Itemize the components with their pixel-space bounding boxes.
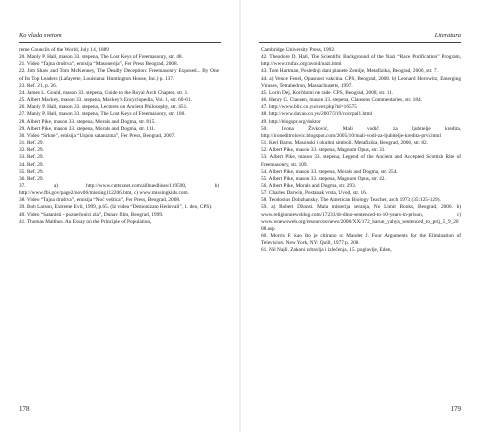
endnote-entry: 34. Ref. 29. [19, 161, 44, 168]
endnote-entry: 24. James L. Gould, mason 33. stepena, Guide to the Royal Arch Chapter, str. 1. [19, 89, 189, 96]
endnote-entry: 28. Albert Pike, mason 33. stepena, Morals and Dogma, str. 815. [19, 118, 156, 125]
endnote-entry: 35. Ref. 29. [19, 168, 44, 175]
page-number-left: 178 [19, 405, 30, 413]
endnote-entry: 50. Ivona Živković, Mali vodič za ljubitelje kredita, http://ironeditrolovic.blogspot.com/2005/10/mali-vodi-za-ljubitelje-kredita-prvi.html [261, 125, 461, 139]
endnote-entry: 31. Ref. 29. [19, 140, 44, 147]
endnote-entry: 40. Video “Satanisti - poznečonici zla”, Dunav film, Beograd, 1999. [19, 211, 164, 218]
header-rule-right [259, 42, 461, 43]
running-head-left: Ko vlada svetom [19, 32, 62, 39]
endnote-entry: 43. Tom Hartman, Poslednji dani planete Zemlje, Metafizika, Beograd, 2006, str. 7. [261, 68, 438, 75]
endnotes-list-right [261, 47, 461, 255]
running-head-right: Literatura [434, 32, 461, 39]
endnote-entry: 38. Video “Tajna društva”, emisija “Noć veštica”, Fer Press, Beograd, 2008. [19, 197, 181, 204]
endnote-entry: 41. Thomas Malthus. An Essay on the Principle of Population, [19, 218, 152, 225]
endnote-entry: 39. Bob Larson, Extreme Evil, 1999, p.65. (Iz videa “Demonizam Hedovali”, 1. deo, CPS). [19, 204, 213, 211]
endnote-entry: 59. a) Robert Džonsi. Mala misterija seranja, No Limit Books, Beograd, 2006. b) www.religionnewsblog.com/17231/dr-dino-sentenced-to-10-years-in-prison, c) www.wnewsweb.org/resources/news/2008/XX/172_barun_yahya_sentenced_to_prij_5_9_2008.asp [261, 204, 461, 232]
endnote-entry: 57. Charles Darwin, Postanak vrsta, Uvod, str. 16. [261, 190, 368, 197]
endnote-entry: 32. Ref. 29. [19, 147, 44, 154]
endnote-entry: 36. Ref. 29. [19, 175, 44, 182]
header-rule-left [19, 42, 221, 43]
endnote-entry: 54. Albert Pike, mason 33. stepena, Morals and Dogma, str. 254. [261, 168, 398, 175]
endnote-entry: 26. Manly P. Hall, mason 33. stepena, Lectures on Ancient Philosophy, str. 451. [19, 104, 188, 111]
endnote-entry: 33. Ref. 29. [19, 154, 44, 161]
endnotes-list-left [19, 47, 219, 226]
endnote-entry: 55. Albert Pike, mason 33. stepena, Magnum Opus, str. 42. [261, 175, 386, 182]
endnote-entry: 47. http://www.blic.co.yu/svet.php?id=16575 [261, 104, 357, 111]
endnote-entry: 27. Manly P. Hall, mason 33. stepena, The Lost Keys of Freemasonry, str. 100. [19, 111, 186, 118]
endnote-entry: 25. Albert Mackey, mason 33. stepena, Mackey's Encyclopedia, Vol. 1, str. 60-61. [19, 97, 192, 104]
endnote-entry: 37. a) http://www.cuttsxnet.com/allhuedlines/119590, b) http://www.fbi.gov/page2/nov06/missing112206.htm, c) www.missingkids.com. [19, 182, 219, 197]
endnote-entry: 60. Morris F. kao što je citirano u: Mander J. Four Arguments for the Elimination of Television. New York, NY: Quill, 1977 p. 208. [261, 233, 461, 247]
endnote-entry: 42. Theodore D. Hall, The Scientific Background of the Nazi “Race Purification” Program, http://www.trufax.org/avoid/nazi.html [261, 54, 461, 68]
endnote-entry: 48. http://www.davao.co.yu/2007/319/covrpal1.html [261, 111, 373, 118]
endnote-entry: 20. Manly P. Hall, mason 33. stepena, The Lost Keys of Freemasonry, str. 48. [19, 54, 183, 61]
endnote-entry: 46. Henry C. Clausen, mason 33. stepena, Clausens Commentaries, str. 184. [261, 97, 422, 104]
endnote-entry: 44. a) Vence Fenel, Opasnost vakcina. CPS, Beograd, 2008. b) Leonard Horowitz, Emerging Viruses, Tetrahedron, Massachusetts, 1997. [261, 75, 461, 89]
page-number-right: 179 [450, 405, 461, 413]
endnote-entry: 56. Albert Pike, Morals and Dogma, str. 293. [261, 182, 357, 189]
endnote-entry: 22. Jim Shaw and Tom McKenney, The Deadly Deception: Freemasonry Exposed... By One of Its Top Leaders (Lafayette, Louisiana: Huntington House, Inc.) p. 137. [19, 68, 219, 82]
endnote-entry: 52. Albert Pike, mason 33. stepena, Magnum Opus, str. 31. [261, 147, 386, 154]
right-page [240, 0, 480, 432]
endnote-entry: 30. Video “Srkne”, emisija “Uspon satanizma”, Fer Press, Beograd, 2007. [19, 132, 176, 139]
endnote-entry: 58. Teodosius Dobzhansky. The American Biology Teacher, arch 1973 (35:125-129). [261, 197, 441, 204]
endnote-entry: Cambridge University Press, 1992. [261, 47, 336, 53]
endnote-entry: 29. Albert Pike, mason 33. stepena, Morals and Dogma, str. 111. [19, 125, 156, 132]
endnote-entry: 61. Nil Najli. Zakoni zdravlja i izlečenja, 15. poglavlje, Eden, [261, 247, 392, 254]
endnote-entry: 23. Ref. 21, p. 26. [19, 82, 58, 89]
endnote-entry: 21. Video “Tajna društva”, emisija “Masonerija”, Fer Press Beograd, 2008. [19, 61, 178, 68]
endnote-entry: 53. Albert Pike, mason 33. stepena, Legend of the Ancient and Accepted Scottish Rite of Freemasonry, str. 109. [261, 154, 461, 168]
endnote-entry: 45. Lorin Dej, Korčdomi ne rade. CPS, Beograd, 2008, str. 11. [261, 89, 394, 96]
endnote-entry: reme Councils of the World, July 14, 1889 [19, 47, 109, 53]
endnote-entry: 49. http://blogspr.org/doktor [261, 118, 321, 125]
endnote-entry: 51. Keri Barns. Masonski i okultni simboli. Metafizika, Beograd, 2006, str. 82. [261, 140, 428, 147]
